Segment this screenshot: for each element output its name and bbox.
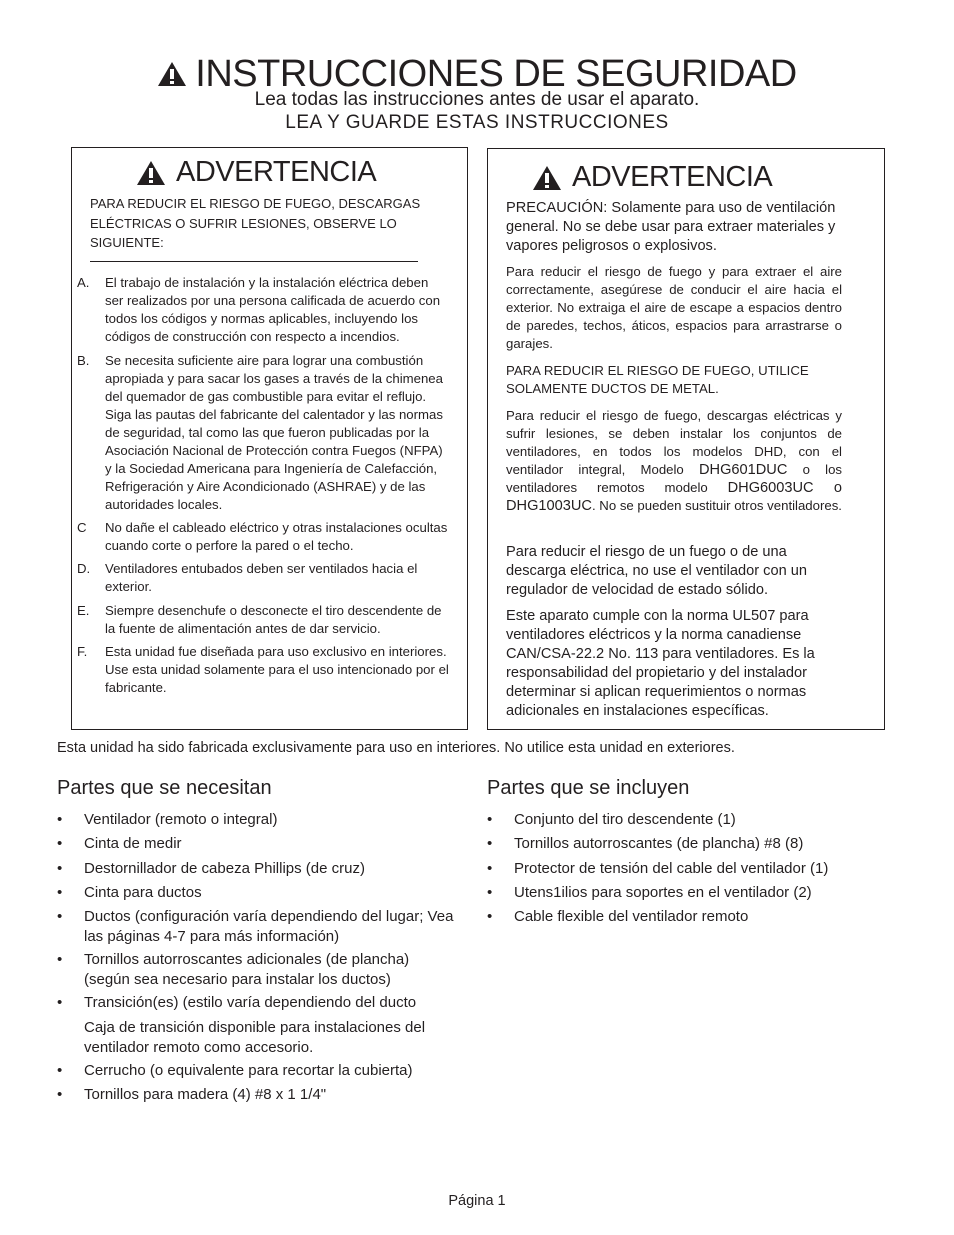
item-text: No dañe el cableado eléctrico y otras instalaciones ocultas cuando corte o perfore la pared o el techo. — [105, 520, 448, 553]
warning-triangle-icon — [532, 165, 562, 191]
model-remote: DHG6003UC o DHG1003UC — [506, 480, 842, 514]
list-item-text: Cerrucho (o equivalente para recortar la cubierta) — [84, 1062, 413, 1079]
list-item-text: Cinta de medir — [84, 835, 182, 852]
list-item — [57, 907, 457, 946]
list-item-text: Cinta para ductos — [84, 884, 202, 901]
indoor-use-note: Esta unidad ha sido fabricada exclusivamente para uso en interiores. No utilice esta unidad en exteriores. — [57, 740, 735, 756]
bullet: • — [57, 1062, 63, 1079]
item-text: Esta unidad fue diseñada para uso exclusivo en interiores. Use esta unidad solamente para el uso intencionado por el fabricante. — [105, 644, 449, 695]
item-text: Se necesita suficiente aire para lograr una combustión apropiada y para sacar los gases a través de la chimenea del quemador de gas combustible para evitar el reflujo. Siga las pautas del fabricante del calentador y las normas de seguridad, tal como las que fueron publicadas por la Asociación Nacional de Protección contra Fuegos (NFPA) y la Sociedad Americana para Ingeniería de Calefacción, Refrigeración y Aire Acondicionado (ASHRAE) y de las autoridades locales. — [105, 353, 443, 512]
list-item-f — [77, 643, 449, 697]
list-item-d — [77, 560, 449, 596]
list-item — [57, 1085, 457, 1105]
bullet: • — [487, 884, 493, 901]
list-item-b — [77, 352, 449, 514]
parts-needed-heading: Partes que se necesitan — [57, 777, 272, 799]
list-item — [487, 810, 907, 830]
model-dhg601duc: DHG601DUC — [698, 462, 788, 478]
list-item — [57, 1061, 457, 1081]
bullet: • — [57, 908, 63, 925]
list-item-text: Tornillos para madera (4) #8 x 1 1/4" — [84, 1086, 327, 1103]
list-item-text: Destornillador de cabeza Phillips (de cruz) — [84, 860, 365, 877]
item-text: Ventiladores entubados deben ser ventilados hacia el exterior. — [105, 561, 418, 594]
warning-intro: PARA REDUCIR EL RIESGO DE FUEGO, DESCARGAS ELÉCTRICAS O SUFRIR LESIONES, OBSERVE LO SIGUIENTE: — [90, 196, 421, 250]
fire-risk-paragraph: Para reducir el riesgo de fuego y para extraer el aire correctamente, asegúrese de conducir el aire hacia el exterior. No extraiga el aire de escape a espacios dentro de paredes, techos, áticos, espacios para arrastrarse o garajes. — [506, 264, 842, 351]
item-text: Siempre desenchufe o desconecte el tiro descendente de la fuente de alimentación antes de dar servicio. — [105, 603, 442, 636]
bullet: • — [57, 811, 63, 828]
list-item — [487, 859, 907, 879]
list-item — [57, 993, 477, 1013]
bullet: • — [487, 860, 493, 877]
warning-triangle-icon — [157, 61, 187, 87]
page-number: Página 1 — [448, 1193, 506, 1209]
list-item-text: Ductos (configuración varía dependiendo del lugar; Vea las páginas 4-7 para más información) — [84, 908, 454, 945]
list-item-text: Cable flexible del ventilador remoto — [514, 908, 749, 925]
warning-box-left — [71, 147, 468, 730]
list-item — [57, 859, 457, 879]
bullet: • — [487, 835, 493, 852]
divider — [90, 261, 418, 262]
item-text: El trabajo de instalación y la instalación eléctrica deben ser realizados por una persona calificada de acuerdo con todos los códigos y normas aplicables, incluyendo los códigos de construcción con respecto a incendios. — [105, 275, 441, 344]
compliance-paragraph: Este aparato cumple con la norma UL507 para ventiladores eléctricos y la norma canadiense CAN/CSA-22.2 No. 113 para ventiladores. Es la responsabilidad del propietario y del instalador determinar si aplican requerimientos o normas adicionales en instalaciones específicas. — [506, 608, 815, 719]
list-item — [487, 834, 907, 854]
list-item — [487, 907, 907, 927]
transition-box-note — [57, 1018, 457, 1057]
bullet: • — [57, 951, 63, 968]
list-item-text: Tornillos autorroscantes adicionales (de plancha) (según sea necesario para instalar los ductos) — [84, 951, 410, 988]
model-paragraph — [506, 407, 842, 515]
subtitle-save: LEA Y GUARDE ESTAS INSTRUCCIONES — [285, 112, 669, 133]
bullet: • — [487, 811, 493, 828]
list-item — [57, 810, 457, 830]
list-item-text: Tornillos autorroscantes (de plancha) #8 (8) — [514, 835, 804, 852]
list-item-c — [77, 519, 449, 555]
warning-heading-left — [136, 156, 376, 189]
warning-triangle-icon — [136, 160, 166, 186]
item-letter: D. — [77, 561, 91, 576]
bullet: • — [57, 835, 63, 852]
list-item-a — [77, 274, 449, 346]
bullet: • — [57, 994, 63, 1011]
subtitle: Lea todas las instrucciones antes de usar el aparato. — [254, 89, 700, 110]
page-title: INSTRUCCIONES DE SEGURIDAD — [195, 53, 797, 95]
speed-control-paragraph: Para reducir el riesgo de un fuego o de una descarga eléctrica, no use el ventilador con un regulador de velocidad de estado sólido. — [506, 544, 807, 598]
warning-heading-text: ADVERTENCIA — [572, 161, 773, 193]
list-item — [57, 883, 457, 903]
list-item-e — [77, 602, 449, 638]
item-letter: F. — [77, 644, 88, 659]
list-item-text: Utens1ilios para soportes en el ventilador (2) — [514, 884, 812, 901]
list-item-text: Conjunto del tiro descendente (1) — [514, 811, 736, 828]
metal-ducts-paragraph: PARA REDUCIR EL RIESGO DE FUEGO, UTILICE SOLAMENTE DUCTOS DE METAL. — [506, 363, 809, 396]
list-item — [57, 950, 457, 989]
list-item-text: Caja de transición disponible para instalaciones del ventilador remoto como accesorio. — [84, 1019, 426, 1056]
list-item-text: Transición(es) (estilo varía dependiendo del ducto — [84, 994, 417, 1011]
list-item — [487, 883, 907, 903]
precaution-paragraph: PRECAUCIÓN: Solamente para uso de ventilación general. No se debe usar para extraer materiales y vapores peligrosos o explosivos. — [506, 200, 836, 254]
bullet: • — [57, 884, 63, 901]
model-text-c: . No se pueden sustituir otros ventiladores. — [591, 498, 842, 513]
warning-box-right — [487, 148, 885, 730]
bullet: • — [487, 908, 493, 925]
list-item — [57, 834, 457, 854]
item-letter: C — [77, 520, 87, 535]
item-letter: B. — [77, 353, 90, 368]
item-letter: A. — [77, 275, 90, 290]
bullet: • — [57, 860, 63, 877]
list-item-text: Protector de tensión del cable del ventilador (1) — [514, 860, 829, 877]
list-item-text: Ventilador (remoto o integral) — [84, 811, 278, 828]
model-text-b: o los ventiladores remotos modelo — [506, 462, 843, 495]
warning-heading-right — [532, 161, 772, 194]
warning-heading-text: ADVERTENCIA — [176, 156, 377, 188]
item-letter: E. — [77, 603, 90, 618]
model-text-a: Para reducir el riesgo de fuego, descargas eléctricas y sufrir lesiones, se deben instalar los conjuntos de ventiladores, en todos los modelos DHD, con el ventilador integral, Modelo — [506, 408, 842, 477]
parts-included-heading: Partes que se incluyen — [487, 777, 690, 799]
bullet: • — [57, 1086, 63, 1103]
